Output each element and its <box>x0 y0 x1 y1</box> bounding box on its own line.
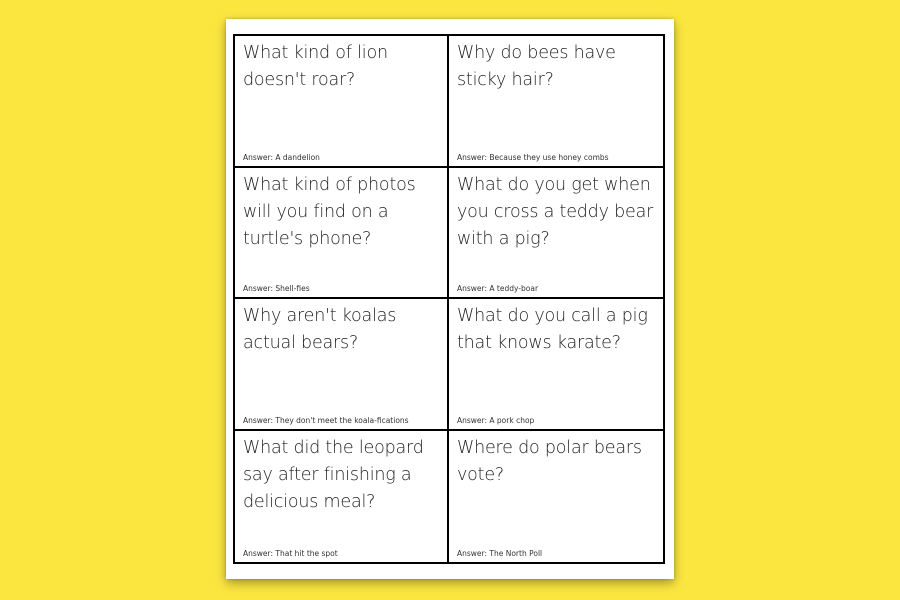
joke-answer: Answer: The North Poll <box>457 549 543 558</box>
joke-card <box>235 36 449 168</box>
joke-card <box>449 299 663 431</box>
joke-card <box>449 36 663 168</box>
joke-answer: Answer: A dandelion <box>243 152 320 162</box>
joke-card <box>235 168 449 300</box>
joke-question: Why do bees have sticky hair? <box>457 43 616 90</box>
joke-question: Why aren't koalas actual bears? <box>243 306 397 353</box>
joke-answer: Answer: A pork chop <box>457 415 535 425</box>
joke-question: What do you get when you cross a teddy bear with a pig? <box>457 174 654 249</box>
joke-question: Where do polar bears vote? <box>457 437 642 485</box>
joke-card <box>449 431 663 563</box>
joke-answer: Answer: A teddy-boar <box>457 284 539 293</box>
joke-answer: Answer: That hit the spot <box>243 549 338 558</box>
joke-question: What kind of photos will you find on a turtle's phone? <box>243 174 416 249</box>
joke-card <box>449 168 663 300</box>
joke-answer: Answer: Shell-fies <box>243 284 310 293</box>
joke-card-grid <box>233 34 665 564</box>
joke-question: What did the leopard say after finishing a delicious meal? <box>243 437 424 512</box>
joke-answer: Answer: They don't meet the koala-fications <box>243 415 409 425</box>
joke-question: What kind of lion doesn't roar? <box>243 43 388 90</box>
joke-answer: Answer: Because they use honey combs <box>457 152 609 162</box>
joke-question: What do you call a pig that knows karate? <box>457 306 648 353</box>
joke-card <box>235 431 449 563</box>
joke-card <box>235 299 449 431</box>
